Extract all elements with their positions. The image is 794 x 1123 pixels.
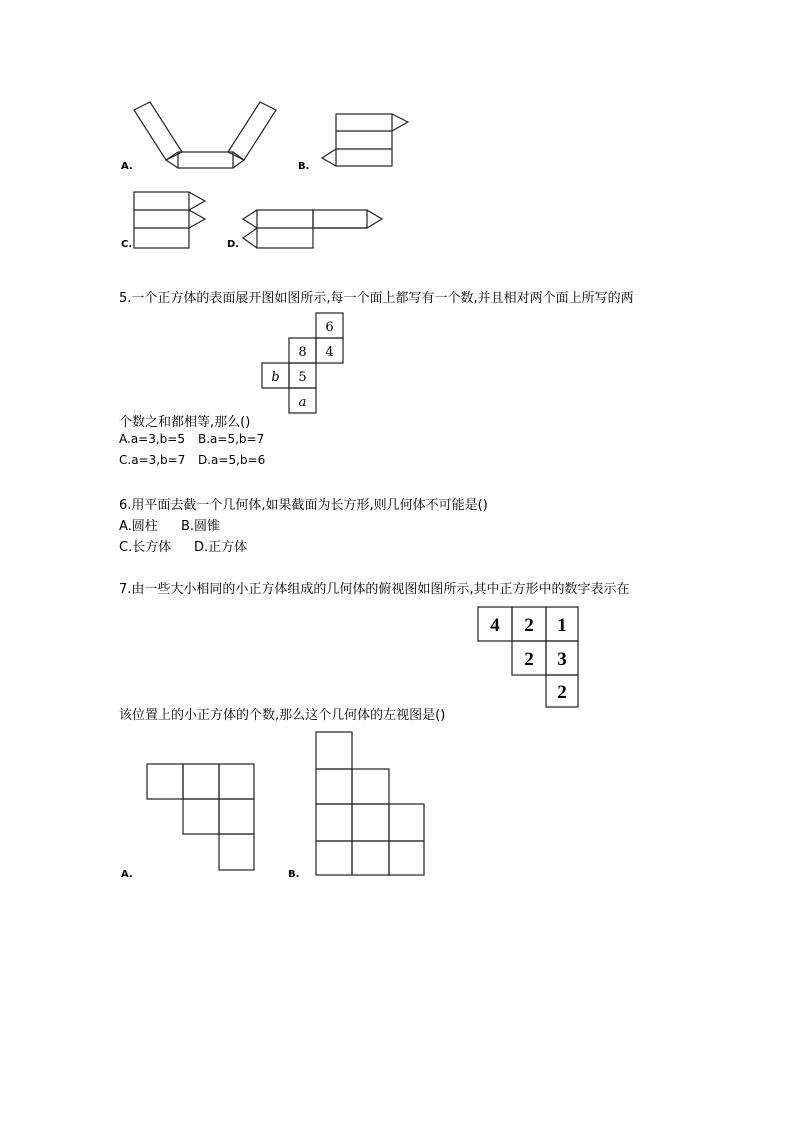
top-view-cell-r1c1: 4: [490, 615, 500, 636]
q5-option-a[interactable]: A.a=3,b=5: [119, 432, 185, 446]
q5-stem-line2: 个数之和都相等,那么(): [119, 415, 251, 430]
q7-stem-line2: 该位置上的小正方体的个数,那么这个几何体的左视图是(): [119, 708, 446, 723]
q6-option-d[interactable]: D.正方体: [194, 540, 248, 555]
top-view-cell-r1c2: 2: [524, 615, 534, 636]
q6-stem: 6.用平面去截一个几何体,如果截面为长方形,则几何体不可能是(): [119, 498, 488, 513]
q5-option-d[interactable]: D.a=5,b=6: [198, 453, 266, 467]
top-view-cell-r2c2: 2: [524, 649, 534, 670]
q7-figure-a: [145, 762, 257, 874]
q7-top-view: [476, 605, 580, 709]
q4-figure-b: [320, 110, 412, 172]
q4-option-a-label: A.: [121, 161, 133, 172]
q4-figure-d: [240, 204, 388, 250]
q5-stem-line1: 5.一个正方体的表面展开图如图所示,每一个面上都写有一个数,并且相对两个面上所写的两: [119, 291, 634, 306]
top-view-cell-r1c3: 1: [557, 615, 567, 636]
q4-figure-c: [130, 186, 210, 250]
net-cell-8: 8: [298, 345, 307, 360]
q7-figure-b: [314, 730, 428, 878]
q5-option-c[interactable]: C.a=3,b=7: [119, 453, 186, 467]
q6-option-a[interactable]: A.圆柱: [119, 519, 158, 534]
q4-option-c-label: C.: [121, 239, 133, 250]
net-cell-a: a: [298, 395, 307, 410]
q5-cube-net: [262, 313, 346, 417]
q7-option-a-label: A.: [121, 869, 133, 880]
net-cell-4: 4: [325, 345, 334, 360]
net-cell-5: 5: [298, 370, 307, 385]
q5-option-b[interactable]: B.a=5,b=7: [198, 432, 265, 446]
q7-stem-line1: 7.由一些大小相同的小正方体组成的几何体的俯视图如图所示,其中正方形中的数字表示在: [119, 582, 630, 597]
q6-option-c[interactable]: C.长方体: [119, 540, 172, 555]
q6-option-b[interactable]: B.圆锥: [181, 519, 221, 534]
q4-option-b-label: B.: [298, 161, 310, 172]
net-cell-b: b: [271, 370, 280, 385]
top-view-cell-r3c3: 2: [557, 682, 567, 703]
q4-figure-a: [130, 100, 280, 172]
q7-option-b-label: B.: [288, 869, 300, 880]
q4-option-d-label: D.: [227, 239, 240, 250]
net-cell-6: 6: [325, 320, 334, 335]
top-view-cell-r2c3: 3: [557, 649, 567, 670]
